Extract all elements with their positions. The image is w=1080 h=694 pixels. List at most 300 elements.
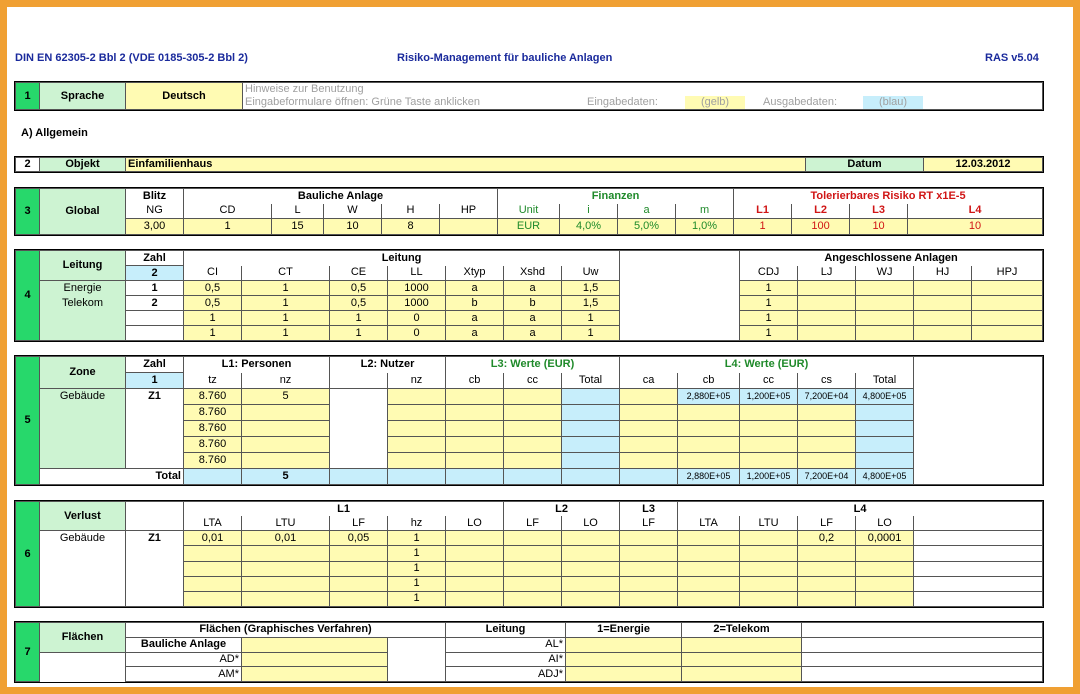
cell <box>914 576 1043 591</box>
cell[interactable]: 1 <box>184 326 242 341</box>
col-cc: cc <box>504 373 562 389</box>
zone-name <box>40 421 126 437</box>
cell[interactable] <box>446 561 504 576</box>
col-cb4: cb <box>678 373 740 389</box>
cell[interactable] <box>620 591 678 606</box>
cell[interactable] <box>678 531 740 546</box>
cell[interactable] <box>388 405 446 421</box>
col-hp: HP <box>440 204 498 219</box>
cell[interactable]: 1 <box>242 326 330 341</box>
cell[interactable] <box>972 326 1043 341</box>
zone-count: 1 <box>126 373 184 389</box>
cell[interactable] <box>184 576 242 591</box>
table-row <box>16 561 1043 576</box>
table-row <box>16 326 1043 341</box>
cell[interactable] <box>242 561 330 576</box>
cell[interactable]: 0,01 <box>184 531 242 546</box>
l1-header: L1: Personen <box>184 357 330 373</box>
cell[interactable] <box>798 326 856 341</box>
cell[interactable] <box>184 561 242 576</box>
cell[interactable] <box>504 531 562 546</box>
zone-id <box>126 405 184 421</box>
cell[interactable]: 1000 <box>388 281 446 296</box>
zone-name: Gebäude <box>40 389 126 405</box>
cell[interactable]: 0,05 <box>330 531 388 546</box>
cell[interactable] <box>446 389 504 405</box>
finanzen-header: Finanzen <box>498 189 734 204</box>
l3-header: L3 <box>620 502 678 517</box>
zone-id <box>126 546 184 561</box>
cell[interactable]: 5 <box>242 389 330 405</box>
cell[interactable] <box>184 591 242 606</box>
val-ng[interactable]: 3,00 <box>126 219 184 235</box>
cell[interactable] <box>856 281 914 296</box>
cell[interactable] <box>856 546 914 561</box>
cell <box>562 389 620 405</box>
cell <box>330 437 388 453</box>
cell[interactable] <box>242 405 330 421</box>
col-hpj: HPJ <box>972 266 1043 281</box>
cell[interactable] <box>798 405 856 421</box>
col-ce: CE <box>330 266 388 281</box>
cell[interactable] <box>504 405 562 421</box>
cell[interactable] <box>504 421 562 437</box>
table-row <box>16 296 1043 311</box>
cell[interactable] <box>620 453 678 469</box>
col-xtyp: Xtyp <box>446 266 504 281</box>
col-l3: L3 <box>850 204 908 219</box>
cell[interactable] <box>740 453 798 469</box>
table-row <box>16 453 1043 469</box>
section-5-zones <box>14 355 1044 486</box>
cell[interactable] <box>504 453 562 469</box>
cell[interactable]: 1000 <box>388 296 446 311</box>
output-legend-swatch: (blau) <box>863 96 923 109</box>
line-name: Energie <box>40 281 126 296</box>
cell[interactable] <box>856 296 914 311</box>
cell: 4,800E+05 <box>856 469 914 485</box>
cell[interactable] <box>740 531 798 546</box>
cell: 1,200E+05 <box>740 389 798 405</box>
cell[interactable] <box>740 421 798 437</box>
cell <box>562 405 620 421</box>
cell[interactable] <box>562 531 620 546</box>
cell <box>914 591 1043 606</box>
cell[interactable] <box>856 591 914 606</box>
cell[interactable] <box>566 667 682 682</box>
col-tz: tz <box>184 373 242 389</box>
col-l2: L2 <box>792 204 850 219</box>
zone-name <box>40 453 126 469</box>
cell[interactable]: a <box>504 326 562 341</box>
cell[interactable] <box>388 421 446 437</box>
cell[interactable]: 1 <box>388 546 446 561</box>
section-2-object <box>14 156 1044 173</box>
cell[interactable]: a <box>504 311 562 326</box>
col-lj: LJ <box>798 266 856 281</box>
cell[interactable] <box>242 637 388 652</box>
cell[interactable] <box>682 637 802 652</box>
blank <box>40 652 126 682</box>
cell[interactable]: 0,01 <box>242 531 330 546</box>
cell: 7,200E+04 <box>798 389 856 405</box>
l2-header: L2 <box>504 502 620 517</box>
input-legend-label: Eingabedaten: <box>587 96 658 108</box>
cell[interactable]: 1 <box>388 576 446 591</box>
col-l4: L4 <box>908 204 1043 219</box>
cell[interactable]: b <box>446 296 504 311</box>
section-3-button[interactable]: 3 <box>16 189 40 235</box>
object-value[interactable]: Einfamilienhaus <box>126 158 806 172</box>
col-cb: cb <box>446 373 504 389</box>
val-l4[interactable]: 10 <box>908 219 1043 235</box>
cell <box>388 637 446 681</box>
object-label: Objekt <box>40 158 126 172</box>
cell <box>856 437 914 453</box>
cell <box>562 469 620 485</box>
cell[interactable] <box>242 591 330 606</box>
cell[interactable] <box>504 576 562 591</box>
cell[interactable] <box>678 437 740 453</box>
section-4-lines <box>14 249 1044 342</box>
cell[interactable]: a <box>446 326 504 341</box>
cell[interactable]: a <box>446 311 504 326</box>
line-count: 2 <box>126 266 184 281</box>
zone-id <box>126 437 184 453</box>
cell[interactable] <box>620 389 678 405</box>
cell[interactable] <box>388 437 446 453</box>
cell[interactable] <box>798 591 856 606</box>
ad-label: AD* <box>126 652 242 667</box>
cell[interactable] <box>504 437 562 453</box>
cell <box>330 405 388 421</box>
cell[interactable]: 1,5 <box>562 296 620 311</box>
anlage-subheader: Bauliche Anlage <box>126 637 242 652</box>
section-2-number: 2 <box>16 158 40 172</box>
cell[interactable]: 0,5 <box>184 281 242 296</box>
cell[interactable] <box>566 652 682 667</box>
cell[interactable] <box>242 421 330 437</box>
usage-hint[interactable]: Hinweise zur Benutzung <box>243 83 1043 97</box>
col-ca: ca <box>620 373 678 389</box>
cell[interactable] <box>562 591 620 606</box>
cell <box>856 421 914 437</box>
cell[interactable] <box>504 591 562 606</box>
table-row <box>16 281 1043 296</box>
cell[interactable]: 1,5 <box>562 281 620 296</box>
line-num <box>126 311 184 326</box>
section-1-button[interactable]: 1 <box>16 83 40 110</box>
cell[interactable]: b <box>504 296 562 311</box>
cell[interactable] <box>798 296 856 311</box>
zone-id <box>126 421 184 437</box>
val-hp[interactable] <box>440 219 498 235</box>
cell[interactable] <box>562 561 620 576</box>
version-label: RAS v5.04 <box>985 52 1039 64</box>
total-row <box>16 469 1043 485</box>
val-l1[interactable]: 1 <box>734 219 792 235</box>
cell[interactable] <box>856 311 914 326</box>
col-a: a <box>618 204 676 219</box>
cell[interactable] <box>242 667 388 682</box>
standard-title: DIN EN 62305-2 Bbl 2 (VDE 0185-305-2 Bbl 2) <box>15 52 248 64</box>
col-spacer <box>914 516 1043 531</box>
cell[interactable] <box>446 531 504 546</box>
cell[interactable] <box>678 576 740 591</box>
val-i[interactable]: 4,0% <box>560 219 618 235</box>
cell[interactable] <box>678 546 740 561</box>
cell[interactable] <box>798 576 856 591</box>
section-4-button[interactable]: 4 <box>16 251 40 341</box>
cell[interactable] <box>620 546 678 561</box>
cell[interactable] <box>798 311 856 326</box>
cell[interactable]: 1 <box>562 311 620 326</box>
cell[interactable]: 8.760 <box>184 421 242 437</box>
col-ll: LL <box>388 266 446 281</box>
cell[interactable] <box>242 453 330 469</box>
cell[interactable] <box>388 389 446 405</box>
col-cc4: cc <box>740 373 798 389</box>
col-xshd: Xshd <box>504 266 562 281</box>
section-7-areas <box>14 621 1044 683</box>
cell[interactable] <box>678 453 740 469</box>
l3-header: L3: Werte (EUR) <box>446 357 620 373</box>
adj-label: ADJ* <box>446 667 566 682</box>
section-6-button[interactable]: 6 <box>16 502 40 607</box>
global-label: Global <box>40 189 126 235</box>
cell[interactable] <box>914 281 972 296</box>
cell[interactable] <box>388 453 446 469</box>
language-label: Sprache <box>40 83 126 110</box>
zone-id: Z1 <box>126 531 184 546</box>
col-ct: CT <box>242 266 330 281</box>
cell[interactable] <box>678 561 740 576</box>
cell[interactable]: 1 <box>330 326 388 341</box>
output-legend-label: Ausgabedaten: <box>763 96 838 108</box>
cell[interactable] <box>562 546 620 561</box>
cell[interactable] <box>798 281 856 296</box>
cell[interactable] <box>678 421 740 437</box>
cell[interactable] <box>972 281 1043 296</box>
zone-id: Z1 <box>126 389 184 405</box>
cell[interactable] <box>504 546 562 561</box>
cell[interactable]: 1 <box>242 296 330 311</box>
cell[interactable] <box>620 531 678 546</box>
cell[interactable] <box>242 546 330 561</box>
cell[interactable] <box>184 546 242 561</box>
energy-header: 1=Energie <box>566 623 682 638</box>
val-w[interactable]: 10 <box>324 219 382 235</box>
cell[interactable] <box>242 652 388 667</box>
cell[interactable]: 1 <box>740 281 798 296</box>
cell[interactable]: 1 <box>388 531 446 546</box>
cell[interactable] <box>798 453 856 469</box>
leitung-header: Leitung <box>184 251 620 266</box>
telecom-header: 2=Telekom <box>682 623 802 638</box>
cell[interactable]: 1 <box>388 561 446 576</box>
col-hj: HJ <box>914 266 972 281</box>
cell[interactable]: 0 <box>388 326 446 341</box>
am-label: AM* <box>126 667 242 682</box>
cell[interactable] <box>330 561 388 576</box>
cell[interactable]: 1 <box>388 591 446 606</box>
cell[interactable] <box>620 561 678 576</box>
cell[interactable] <box>740 561 798 576</box>
blank <box>802 652 1043 667</box>
cell[interactable] <box>682 652 802 667</box>
cell[interactable] <box>798 546 856 561</box>
blank <box>802 667 1043 682</box>
cell[interactable] <box>330 546 388 561</box>
spacer <box>620 251 740 341</box>
cell[interactable]: 0 <box>388 311 446 326</box>
cell[interactable]: 0,0001 <box>856 531 914 546</box>
cell[interactable] <box>740 591 798 606</box>
cell[interactable] <box>562 576 620 591</box>
l1-header: L1 <box>184 502 504 517</box>
section-7-button[interactable]: 7 <box>16 623 40 682</box>
areas-label: Flächen <box>40 623 126 653</box>
col-cd: CD <box>184 204 272 219</box>
cell[interactable]: 0,5 <box>330 281 388 296</box>
cell[interactable] <box>620 576 678 591</box>
cell[interactable]: 1 <box>184 311 242 326</box>
col-hz: hz <box>388 516 446 531</box>
leitung-label: Leitung <box>40 251 126 281</box>
val-l2[interactable]: 100 <box>792 219 850 235</box>
date-value[interactable]: 12.03.2012 <box>924 158 1043 172</box>
col-l: L <box>272 204 324 219</box>
val-l3[interactable]: 10 <box>850 219 908 235</box>
cell[interactable] <box>972 296 1043 311</box>
blitz-header: Blitz <box>126 189 184 204</box>
col-total: Total <box>562 373 620 389</box>
cell[interactable] <box>504 389 562 405</box>
cell <box>914 531 1043 546</box>
cell: 1,200E+05 <box>740 469 798 485</box>
cell[interactable] <box>798 437 856 453</box>
val-l[interactable]: 15 <box>272 219 324 235</box>
val-h[interactable]: 8 <box>382 219 440 235</box>
col-nz: nz <box>242 373 330 389</box>
col-wj: WJ <box>856 266 914 281</box>
cell[interactable] <box>856 326 914 341</box>
cell[interactable] <box>856 561 914 576</box>
col-lf4: LF <box>798 516 856 531</box>
cell[interactable]: 1 <box>242 281 330 296</box>
val-m[interactable]: 1,0% <box>676 219 734 235</box>
blank <box>802 623 1043 638</box>
cell[interactable] <box>446 546 504 561</box>
cell: 2,880E+05 <box>678 469 740 485</box>
cell[interactable]: a <box>504 281 562 296</box>
cell[interactable] <box>446 576 504 591</box>
table-row <box>16 576 1043 591</box>
col-m: m <box>676 204 734 219</box>
cell[interactable] <box>914 296 972 311</box>
cell[interactable] <box>740 546 798 561</box>
cell <box>388 469 446 485</box>
cell[interactable]: 1 <box>740 311 798 326</box>
cell[interactable] <box>740 437 798 453</box>
cell[interactable] <box>798 561 856 576</box>
val-cd[interactable]: 1 <box>184 219 272 235</box>
cell[interactable] <box>914 326 972 341</box>
table-row <box>16 546 1043 561</box>
cell[interactable] <box>446 421 504 437</box>
col-lo: LO <box>446 516 504 531</box>
cell[interactable] <box>678 405 740 421</box>
cell[interactable] <box>330 576 388 591</box>
cell[interactable] <box>446 437 504 453</box>
cell[interactable] <box>798 421 856 437</box>
cell[interactable] <box>678 591 740 606</box>
cell[interactable]: 8.760 <box>184 453 242 469</box>
blank-header <box>126 502 184 531</box>
cell[interactable] <box>682 667 802 682</box>
cell[interactable] <box>446 591 504 606</box>
spacer <box>914 357 1043 485</box>
col-nz2: nz <box>388 373 446 389</box>
cell[interactable]: 8.760 <box>184 389 242 405</box>
section-5-button[interactable]: 5 <box>16 357 40 485</box>
cell[interactable] <box>446 453 504 469</box>
cell[interactable] <box>242 437 330 453</box>
cell[interactable]: 0,5 <box>330 296 388 311</box>
cell[interactable]: 8.760 <box>184 437 242 453</box>
cell[interactable]: 8.760 <box>184 405 242 421</box>
cell[interactable] <box>972 311 1043 326</box>
cell[interactable]: a <box>446 281 504 296</box>
cell[interactable] <box>620 405 678 421</box>
cell[interactable] <box>620 437 678 453</box>
table-row <box>16 389 1043 405</box>
cell[interactable] <box>330 591 388 606</box>
cell[interactable]: 0,5 <box>184 296 242 311</box>
val-a[interactable]: 5,0% <box>618 219 676 235</box>
zone-name <box>40 546 126 561</box>
cell[interactable] <box>740 405 798 421</box>
cell <box>330 469 388 485</box>
cell[interactable] <box>566 637 682 652</box>
cell[interactable] <box>856 576 914 591</box>
cell <box>856 453 914 469</box>
line-header: Leitung <box>446 623 566 638</box>
val-unit[interactable]: EUR <box>498 219 560 235</box>
cell[interactable]: 0,2 <box>798 531 856 546</box>
cell <box>620 469 678 485</box>
col-unit: Unit <box>498 204 560 219</box>
cell <box>562 453 620 469</box>
cell[interactable] <box>740 576 798 591</box>
cell[interactable]: 1 <box>562 326 620 341</box>
cell[interactable] <box>446 405 504 421</box>
language-value[interactable]: Deutsch <box>126 83 243 110</box>
line-name: Telekom <box>40 296 126 311</box>
cell[interactable]: 1 <box>330 311 388 326</box>
l4-header: L4 <box>678 502 1043 517</box>
document-title: Risiko-Management für bauliche Anlagen <box>397 52 613 64</box>
cell[interactable] <box>914 311 972 326</box>
cell[interactable]: 1 <box>242 311 330 326</box>
verlust-label: Verlust <box>40 502 126 531</box>
cell[interactable] <box>504 561 562 576</box>
cell[interactable]: 1 <box>740 326 798 341</box>
cell[interactable] <box>620 421 678 437</box>
cell[interactable] <box>242 576 330 591</box>
col-ci: CI <box>184 266 242 281</box>
cell[interactable]: 1 <box>740 296 798 311</box>
